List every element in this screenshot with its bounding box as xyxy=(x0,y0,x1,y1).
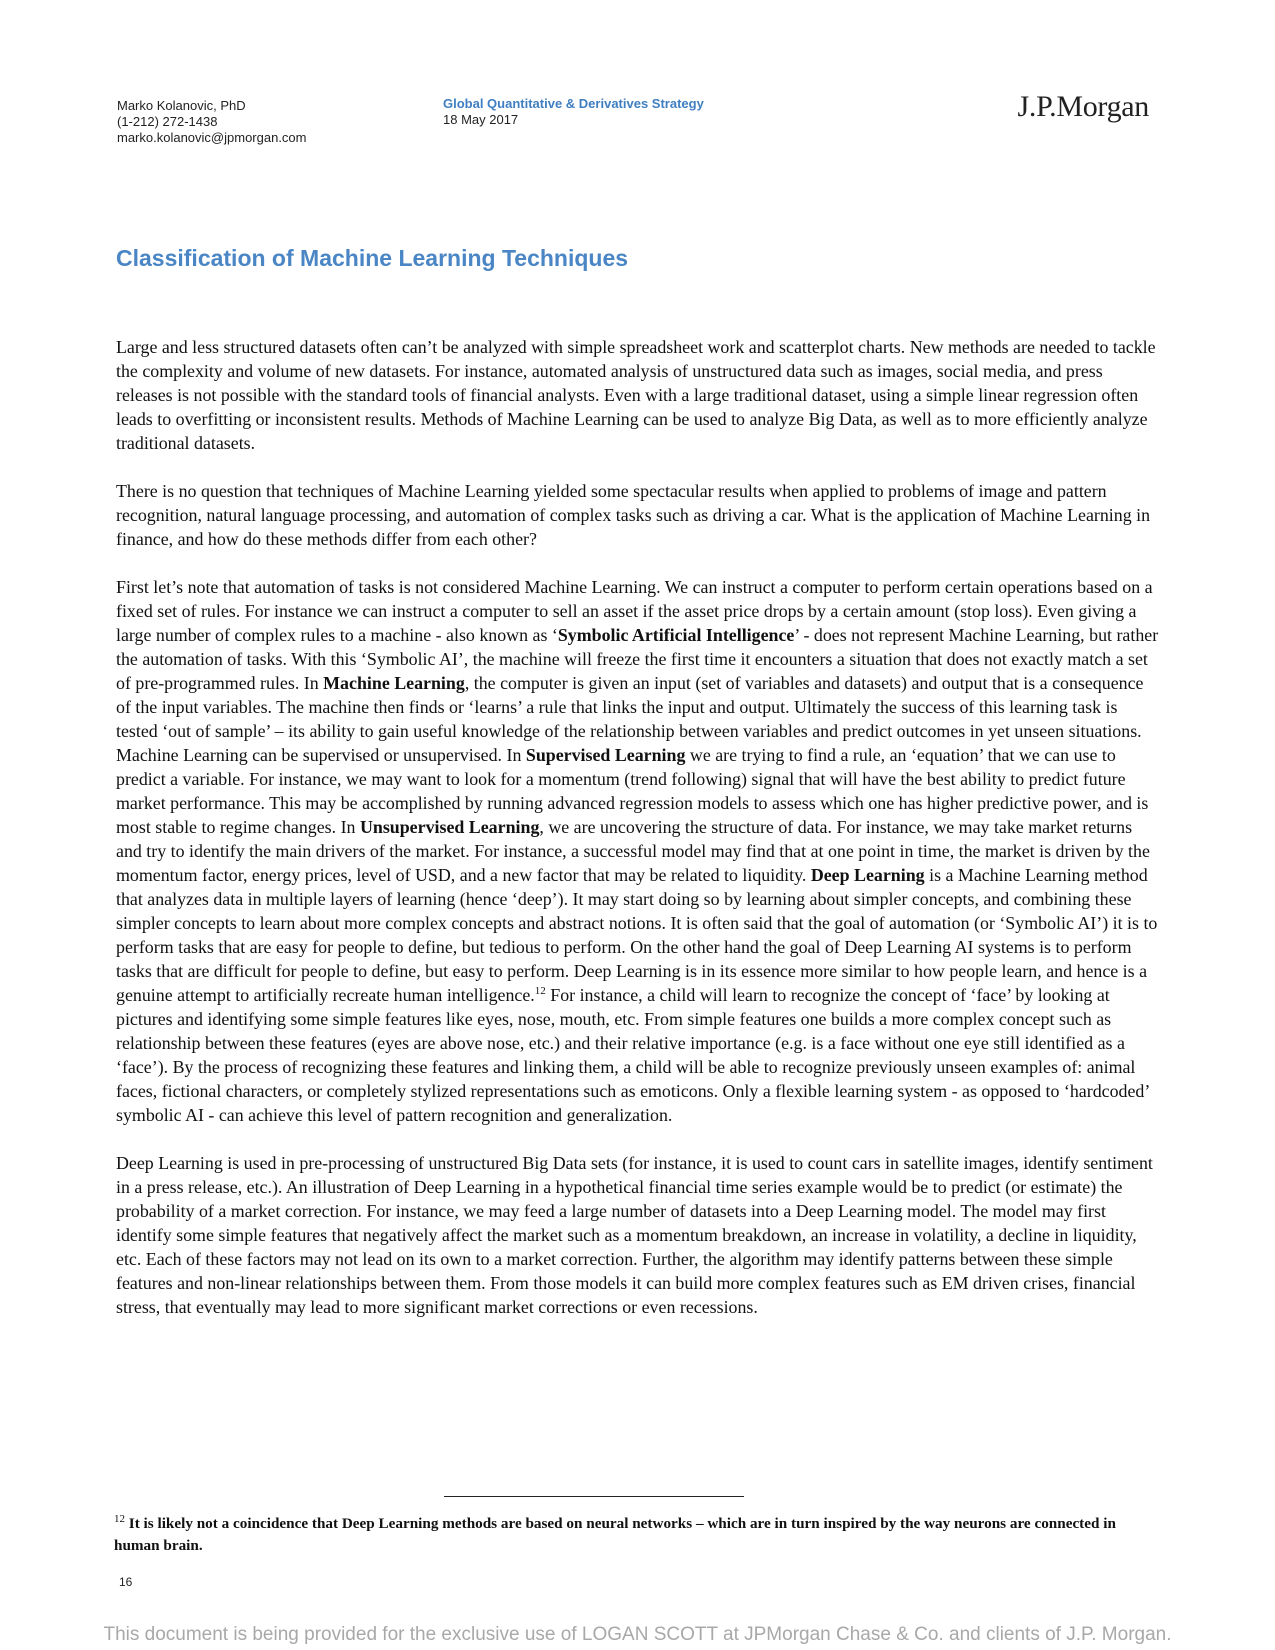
author-email[interactable]: marko.kolanovic@jpmorgan.com xyxy=(117,130,307,145)
footnote-reference[interactable]: 12 xyxy=(534,985,546,998)
paragraph-1: Large and less structured datasets often can’t be analyzed with simple spreadsheet work and scatterplot charts. New methods are needed to tackle the complexity and volume of new datasets. For instance, automated analysis of unstructured data such as images, social media, and press releases is not possible with the standard tools of financial analysts. Even with a large traditional dataset, using a simple linear regression often leads to overfitting or inconsistent results. Methods of Machine Learning can be used to analyze Big Data, as well as to more efficiently analyze traditional datasets. xyxy=(116,337,1156,453)
p3-text-1: First let’s note that automation of tasks is not considered Machine Learning. We can instruct a computer to perform certain operations based on a fixed set of rules. For instance we can instruct a computer to sell an asset if the asset price drops by a certain amount (stop loss). Even giving a large number of complex rules to a machine - also known as ‘ xyxy=(116,577,1153,645)
report-meta xyxy=(443,96,704,128)
term-supervised-learning: Supervised Learning xyxy=(525,745,686,765)
paragraph-4: Deep Learning is used in pre-processing of unstructured Big Data sets (for instance, it is used to count cars in satellite images, identify sentiment in a press release, etc.). An illustration of Deep Learning in a hypothetical financial time series example would be to predict (or estimate) the probability of a market correction. For instance, we may feed a large number of datasets into a Deep Learning model. The model may first identify some simple features that negatively affect the market such as a momentum breakdown, an increase in volatility, a decline in liquidity, etc. Each of these factors may not lead on its own to a market correction. Further, the algorithm may identify patterns between these simple features and non-linear relationships between them. From those models it can build more complex features such as EM driven crises, financial stress, that eventually may lead to more significant market corrections or even recessions. xyxy=(116,1153,1153,1317)
p3-text-5: , we are uncovering the structure of data. For instance, we may take market returns and try to identify the main drivers of the market. For instance, a successful model may find that at one point in time, the market is driven by the momentum factor, energy prices, level of USD, and a new factor that may be related to liquidity. xyxy=(116,817,1150,885)
footnote xyxy=(114,1508,1160,1557)
term-symbolic-ai: Symbolic Artificial Intelligence xyxy=(557,625,795,645)
p3-text-2: ’ - does not represent Machine Learning, but rather the automation of tasks. With this ‘Symbolic AI’, the machine will freeze the first time it encounters a situation that does not exactly match a set of pre-programmed rules. In xyxy=(116,625,1159,693)
term-machine-learning: Machine Learning xyxy=(323,673,465,693)
author-phone: (1-212) 272-1438 xyxy=(117,114,218,129)
footnote-text: It is likely not a coincidence that Deep Learning methods are based on neural networks – which are in turn inspired by the way neurons are connected in human brain. xyxy=(114,1515,1116,1555)
p3-text-3: , the computer is given an input (set of variables and datasets) and output that is a consequence of the input variables. The machine then finds or ‘learns’ a rule that links the input and output. Ultimately the success of this learning task is tested ‘out of sample’ – its ability to gain useful knowledge of the relationship between variables and predict outcomes in yet unseen situations. Machine Learning can be supervised or unsupervised. In xyxy=(116,673,1144,765)
usage-disclaimer: This document is being provided for the exclusive use of LOGAN SCOTT at JPMorgan Chase & Co. and clients of J.P. Morgan. xyxy=(103,1624,1172,1645)
research-unit: Global Quantitative & Derivatives Strategy xyxy=(443,96,704,111)
body-text xyxy=(116,335,1160,1343)
paragraph-3 xyxy=(116,575,1160,1127)
author-name: Marko Kolanovic, PhD xyxy=(117,98,246,113)
report-date: 18 May 2017 xyxy=(443,112,519,127)
paragraph-2: There is no question that techniques of Machine Learning yielded some spectacular results when applied to problems of image and pattern recognition, natural language processing, and automation of complex tasks such as driving a car. What is the application of Machine Learning in finance, and how do these methods differ from each other? xyxy=(116,481,1151,549)
term-deep-learning: Deep Learning xyxy=(810,865,925,885)
jpmorgan-logo: J.P.Morgan xyxy=(1017,90,1149,123)
p3-text-4: we are trying to find a rule, an ‘equation’ that we can use to predict a variable. For instance, we may want to look for a momentum (trend following) signal that will have the best ability to predict future market performance. This may be accomplished by running advanced regression models to assess which one has higher predictive power, and is most stable to regime changes. In xyxy=(116,745,1149,837)
p3-text-6: is a Machine Learning method that analyzes data in multiple layers of learning (hence ‘deep’). It may start doing so by learning about simpler concepts, and combining these simpler concepts to learn about more complex concepts and abstract notions. It is often said that the goal of automation (or ‘Symbolic AI’) it is to perform tasks that are easy for people to define, but tedious to perform. On the other hand the goal of Deep Learning AI systems is to perform tasks that are difficult for people to define, but easy to perform. Deep Learning is in its essence more similar to how people learn, and hence is a genuine attempt to artificially recreate human intelligence. xyxy=(116,865,1158,1005)
author-block xyxy=(117,98,307,146)
footnote-divider xyxy=(444,1496,744,1497)
term-unsupervised-learning: Unsupervised Learning xyxy=(359,817,540,837)
footnote-number: 12 xyxy=(114,1513,125,1525)
p3-text-7: For instance, a child will learn to recognize the concept of ‘face’ by looking at pictures and identifying some simple features like eyes, nose, mouth, etc. From simple features one builds a more complex concept such as relationship between these features (eyes are above nose, etc.) and their relative importance (e.g. is a face without one eye still identified as a ‘face’). By the process of recognizing these features and linking them, a child will be able to recognize previously unseen examples of: animal faces, fictional characters, or completely stylized representations such as emoticons. Only a flexible learning system - as opposed to ‘hardcoded’ symbolic AI - can achieve this level of pattern recognition and generalization. xyxy=(116,985,1149,1125)
page-number: 16 xyxy=(119,1575,133,1589)
section-title: Classification of Machine Learning Techniques xyxy=(116,245,629,271)
